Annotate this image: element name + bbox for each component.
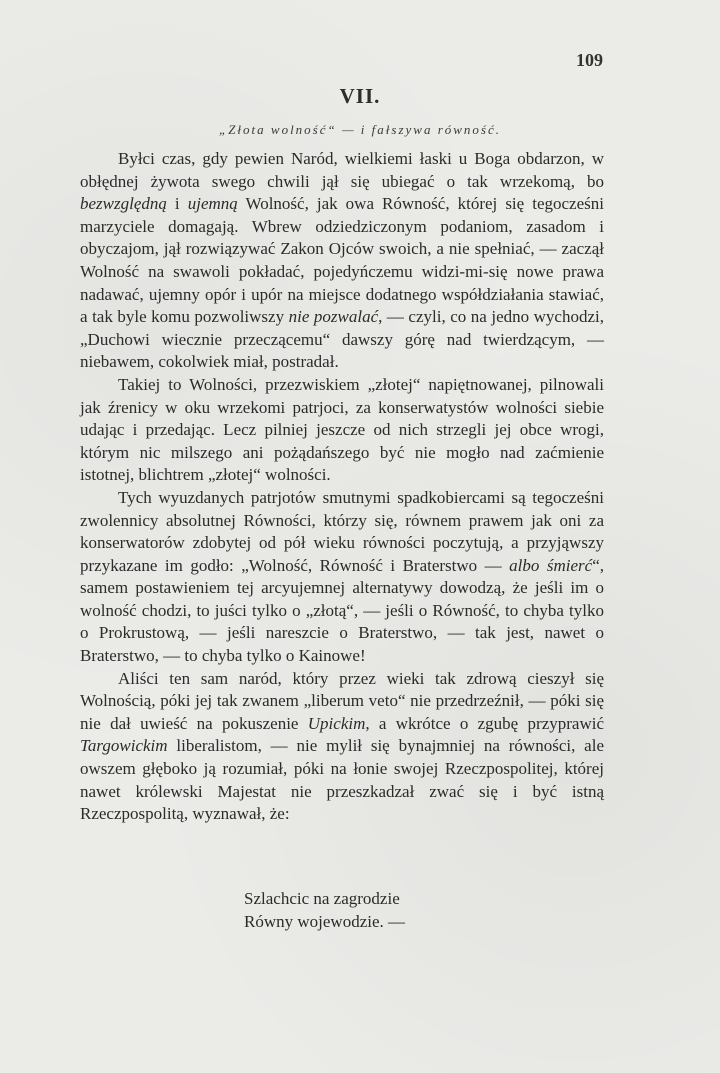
text-run: Wolność, jak owa Równość, której się tegocześni marzyciele domagają. Wbrew odziedziczonym podaniom, zasadom i obyczajom, jął rozwiązywać Zakon Ojców swoich, a nie spełniać, — zaczął Wolność na swawoli pokładać, pojedyńczemu widzi-mi-się nowe prawa nadawać, ujemny opór i upór na miejsce dodatnego współdziałania stawiać, a tak byle komu pozwoliwszy [80, 194, 604, 327]
text-run: Takiej to Wolności, przezwiskiem „złotej“ napiętnowanej, pilnowali jak źrenicy w oku wrzekomi patrjoci, za konserwatystów wolności siebie udając i przedając. Lecz pilniej jeszcze od nich strzegli jej obce wrogi, którym nic milszego ani pożądańszego być nie mogło nad zaćmienie istotnej, blichtrem „złotej“ wolności. [80, 374, 604, 485]
chapter-title: VII. [339, 84, 381, 108]
chapter-subtitle: „Złota wolność“ — i fałszywa równość. [218, 122, 502, 137]
text-run: , — czyli, co na jedno wychodzi, „Duchowi wiecznie przeczącemu“ dawszy górę nad twierdzącym, — niebawem, cokolwiek miał, postradał. [80, 307, 604, 372]
italic-text: bezwzględną [80, 194, 167, 214]
text-run: , a wkrótce o zgubę przyprawić [365, 713, 604, 733]
italic-text: ujemną [187, 194, 238, 214]
text-run: liberalistom, — nie mylił się bynajmniej na równości, ale owszem głęboko ją rozumiał, póki na łonie swojej Rzeczpospolitej, której nawet królewski Majestat nie przeszkadzał zwać się i być istną Rzeczpospolitą, wyznawał, że: [80, 736, 604, 824]
text-run: i [166, 194, 188, 214]
verse-line: Szlachcic na zagrodzie [244, 889, 400, 908]
page-number: 109 [576, 50, 603, 70]
italic-text: Upickim [307, 713, 366, 733]
text-run: “, samem postawieniem tej arcyujemnej alternatywy dowodzą, że jeśli im o wolność chodzi, to juści tylko o „złotą“, — jeśli o Równość, to chyba tylko o Prokrustową, — jeśli nareszcie o Braterstwo, — tak jest, nawet o Braterstwo, — to chyba tylko o Kainowe! [80, 555, 604, 666]
text-run: Byłci czas, gdy pewien Naród, wielkiemi łaski u Boga obdarzon, w obłędnej żywota swego chwili jął się ubiegać o tak wrzekomą, bo [80, 149, 604, 191]
verse [244, 888, 405, 933]
paragraph [80, 148, 604, 374]
text-run: Tych wyuzdanych patrjotów smutnymi spadkobiercami są tegocześni zwolennicy absolutnej Równości, którzy się, równem prawem jak oni za konserwatorów zdobytej od pół wieku równości poczytują, a przyjąwszy przykazane im godło: „Wolność, Równość i Braterstwo — [80, 487, 604, 575]
body-text [80, 148, 604, 826]
italic-text: Targowickim [80, 736, 168, 756]
verse-line: Równy wojewodzie. — [244, 911, 406, 931]
paragraph [80, 374, 604, 487]
text-run: Aliści ten sam naród, który przez wieki tak zdrową cieszył się Wolnością, póki jej tak zwanem „liberum veto“ nie przedrzeźnił, — póki się nie dał uwieść na pokuszenie [80, 668, 604, 733]
italic-text: albo śmierć [509, 555, 593, 575]
paragraph [80, 668, 604, 826]
paragraph [80, 487, 604, 668]
italic-text: nie pozwalać [288, 307, 379, 327]
